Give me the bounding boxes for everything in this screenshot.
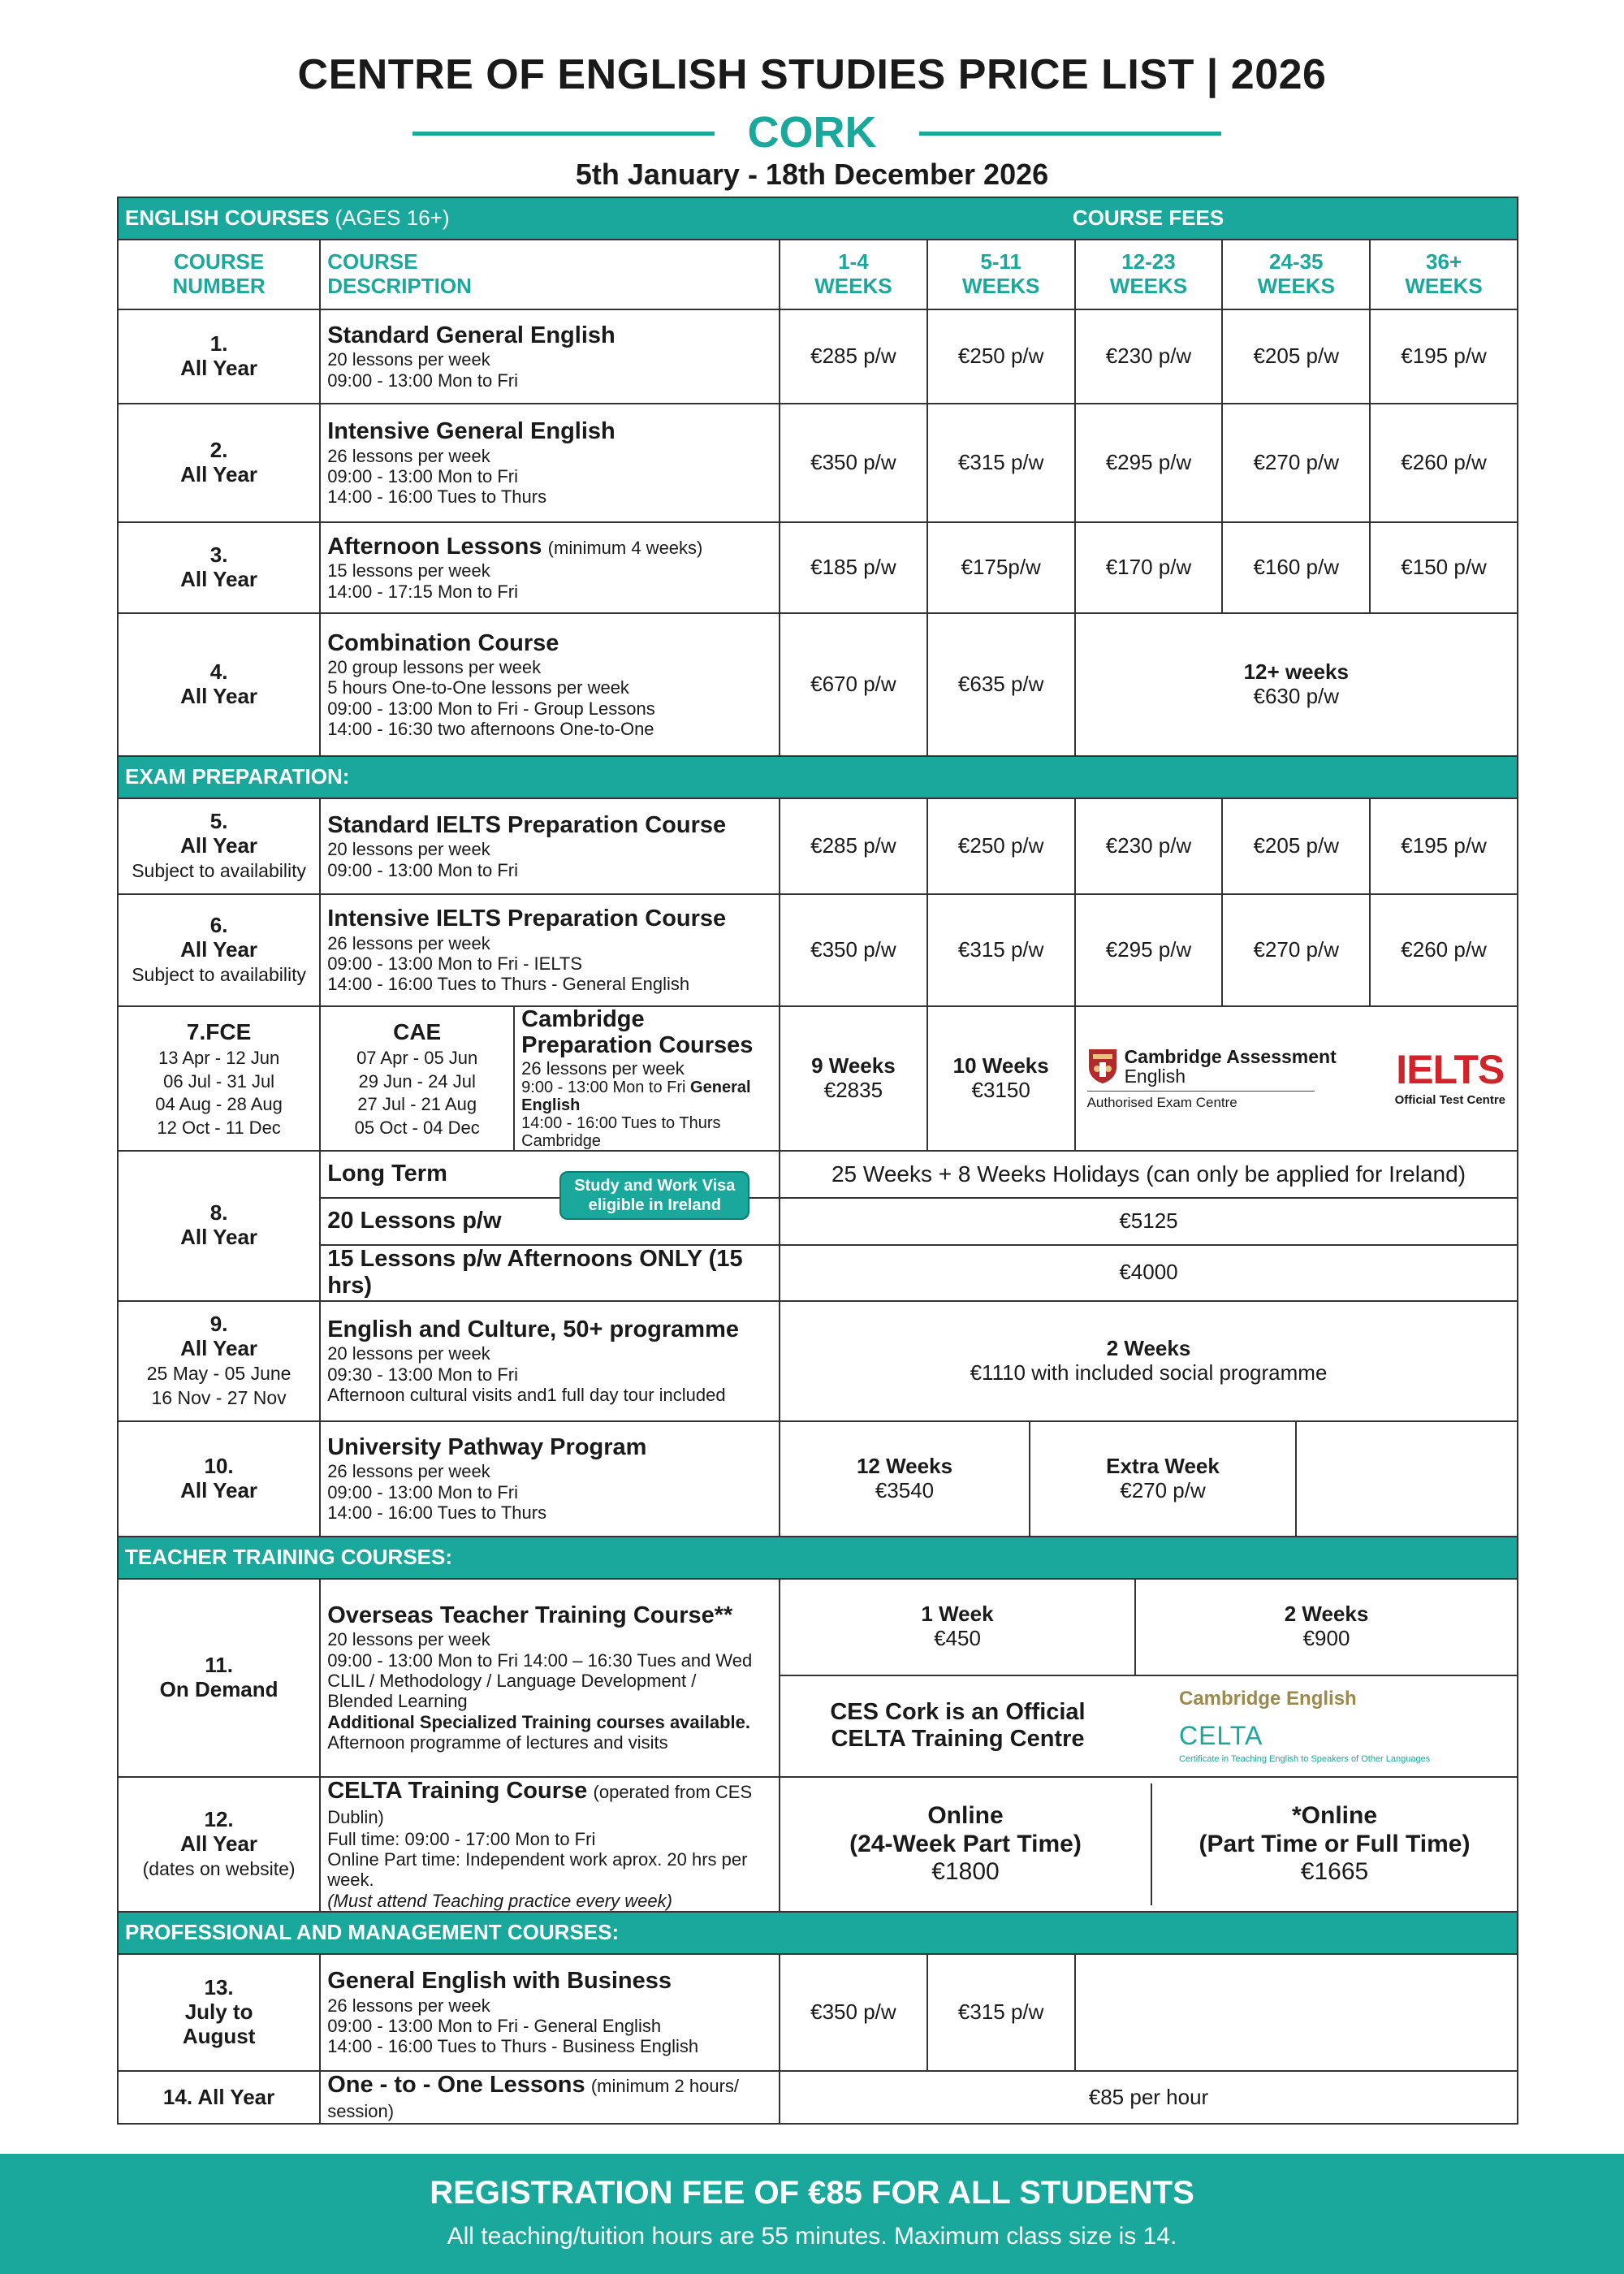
course-number: 10. All Year bbox=[118, 1421, 320, 1537]
course-description: Intensive General English 26 lessons per week 09:00 - 13:00 Mon to Fri 14:00 - 16:00 Tues to Thurs bbox=[320, 404, 780, 522]
course-row-5 bbox=[118, 798, 1518, 894]
section-title: ENGLISH COURSES bbox=[125, 205, 330, 231]
price-cell: €5125 bbox=[780, 1198, 1518, 1245]
cambridge-assessment-logo: Cambridge Assessment English Authorised Exam Centre bbox=[1086, 1045, 1337, 1110]
course-row-11 bbox=[118, 1579, 1518, 1777]
price-cell: €315 p/w bbox=[927, 404, 1075, 522]
price-12-weeks: 12 Weeks €3540 bbox=[780, 1422, 1030, 1536]
section-title: PROFESSIONAL AND MANAGEMENT COURSES: bbox=[118, 1912, 1518, 1954]
course-description: Combination Course 20 group lessons per week 5 hours One-to-One lessons per week 09:00 - 13:00 Mon to Fri - Group Lessons 14:00 - 16:30 two afternoons One-to-One bbox=[320, 613, 780, 756]
celta-centre-note: CES Cork is an Official CELTA Training Centre bbox=[830, 1698, 1086, 1753]
price-cell: €260 p/w bbox=[1370, 894, 1518, 1006]
ielts-logo: IELTS Official Test Centre bbox=[1394, 1047, 1505, 1108]
course-description: One - to - One Lessons (minimum 2 hours/ session) bbox=[320, 2071, 780, 2124]
lessons-15: 15 Lessons p/w Afternoons ONLY (15 hrs) bbox=[320, 1245, 780, 1301]
course-row-9 bbox=[118, 1301, 1518, 1421]
cae-dates: CAE 07 Apr - 05 Jun 29 Jun - 24 Jul 27 Jul - 21 Aug 05 Oct - 04 Dec bbox=[320, 1006, 514, 1151]
title-text: CENTRE OF ENGLISH STUDIES PRICE LIST | bbox=[297, 51, 1219, 98]
price-cell: €270 p/w bbox=[1222, 404, 1370, 522]
price-cell: €295 p/w bbox=[1075, 894, 1223, 1006]
price-cell-long: 12+ weeks €630 p/w bbox=[1075, 613, 1518, 756]
price-cell: €315 p/w bbox=[927, 1954, 1075, 2071]
price-cell: €285 p/w bbox=[780, 798, 927, 894]
price-cell: €4000 bbox=[780, 1245, 1518, 1301]
course-number: 8. All Year bbox=[118, 1151, 320, 1301]
price-online-full-time: *Online (Part Time or Full Time) €1665 bbox=[1199, 1802, 1471, 1886]
course-row-1 bbox=[118, 309, 1518, 404]
col-weeks-1-4: 1-4 WEEKS bbox=[780, 240, 927, 309]
section-professional bbox=[118, 1912, 1518, 1954]
price-extra-week: Extra Week €270 p/w bbox=[1030, 1422, 1296, 1536]
course-row-8-15-lessons bbox=[118, 1245, 1518, 1301]
celta-prices bbox=[780, 1777, 1518, 1912]
price-cell: €160 p/w bbox=[1222, 522, 1370, 613]
course-number: 14. All Year bbox=[118, 2071, 320, 2124]
price-cell: €250 p/w bbox=[927, 309, 1075, 404]
lessons-20: 20 Lessons p/w bbox=[320, 1198, 780, 1245]
section-subtitle: (AGES 16+) bbox=[335, 205, 450, 231]
price-cell: €205 p/w bbox=[1222, 309, 1370, 404]
col-weeks-36-plus: 36+ WEEKS bbox=[1370, 240, 1518, 309]
col-course-description: COURSE DESCRIPTION bbox=[320, 240, 780, 309]
course-row-2 bbox=[118, 404, 1518, 522]
footer-note: All teaching/tuition hours are 55 minutes. Maximum class size is 14. bbox=[447, 2223, 1177, 2250]
price-cell: €175p/w bbox=[927, 522, 1075, 613]
price-cell: €170 p/w bbox=[1075, 522, 1223, 613]
course-number: 3. All Year bbox=[118, 522, 320, 613]
price-cell: €230 p/w bbox=[1075, 798, 1223, 894]
exam-logos bbox=[1075, 1006, 1518, 1151]
course-number: 12. All Year (dates on website) bbox=[118, 1777, 320, 1912]
price-cell: €195 p/w bbox=[1370, 309, 1518, 404]
price-cell: €230 p/w bbox=[1075, 309, 1223, 404]
title-year: 2026 bbox=[1230, 51, 1327, 98]
price-cell: €85 per hour bbox=[780, 2071, 1518, 2124]
price-cell: €350 p/w bbox=[780, 1954, 927, 2071]
price-cell: €350 p/w bbox=[780, 894, 927, 1006]
section-exam-preparation bbox=[118, 756, 1518, 798]
registration-fee: REGISTRATION FEE OF €85 FOR ALL STUDENTS bbox=[430, 2175, 1194, 2211]
col-weeks-12-23: 12-23 WEEKS bbox=[1075, 240, 1223, 309]
price-cell: €185 p/w bbox=[780, 522, 927, 613]
col-course-number: COURSE NUMBER bbox=[118, 240, 320, 309]
course-description: Standard General English 20 lessons per week 09:00 - 13:00 Mon to Fri bbox=[320, 309, 780, 404]
price-cell: €350 p/w bbox=[780, 404, 927, 522]
empty-cell bbox=[1296, 1422, 1517, 1536]
course-number: 2. All Year bbox=[118, 404, 320, 522]
course-number: 13. July to August bbox=[118, 1954, 320, 2071]
price-cell: €295 p/w bbox=[1075, 404, 1223, 522]
price-9-weeks: 9 Weeks €2835 bbox=[780, 1006, 927, 1151]
price-online-part-time: Online (24-Week Part Time) €1800 bbox=[780, 1783, 1151, 1905]
col-weeks-24-35: 24-35 WEEKS bbox=[1222, 240, 1370, 309]
price-cell: €315 p/w bbox=[927, 894, 1075, 1006]
price-cell: 2 Weeks €1110 with included social programme bbox=[780, 1301, 1518, 1421]
course-row-13 bbox=[118, 1954, 1518, 2071]
course-description: Cambridge Preparation Courses 26 lessons per week 9:00 - 13:00 Mon to Fri General English 14:00 - 16:00 Tues to Thurs Cambridge bbox=[514, 1006, 780, 1151]
long-term-label: Long Term Study and Work Visa eligible in Ireland bbox=[320, 1151, 780, 1198]
column-header-row bbox=[118, 240, 1518, 309]
course-description: General English with Business 26 lessons per week 09:00 - 13:00 Mon to Fri - General English 14:00 - 16:00 Tues to Thurs - Business English bbox=[320, 1954, 780, 2071]
teacher-training-prices bbox=[780, 1579, 1518, 1777]
pathway-prices bbox=[780, 1421, 1518, 1537]
course-row-7 bbox=[118, 1006, 1518, 1151]
long-term-desc: 25 Weeks + 8 Weeks Holidays (can only be applied for Ireland) bbox=[780, 1151, 1518, 1198]
price-cell: €270 p/w bbox=[1222, 894, 1370, 1006]
course-row-12 bbox=[118, 1777, 1518, 1912]
course-row-8-long-term bbox=[118, 1151, 1518, 1198]
course-row-3 bbox=[118, 522, 1518, 613]
price-10-weeks: 10 Weeks €3150 bbox=[927, 1006, 1075, 1151]
course-row-4 bbox=[118, 613, 1518, 756]
course-row-6 bbox=[118, 894, 1518, 1006]
celta-logo: Cambridge English CELTA Certificate in Teaching English to Speakers of Other Languages bbox=[1179, 1687, 1431, 1765]
col-weeks-5-11: 5-11 WEEKS bbox=[927, 240, 1075, 309]
course-description: CELTA Training Course (operated from CES Dublin) Full time: 09:00 - 17:00 Mon to Fri Online Part time: Independent work aprox. 20 hrs per week. (Must attend Teaching practice every week) bbox=[320, 1777, 780, 1912]
course-number: 6. All Year Subject to availability bbox=[118, 894, 320, 1006]
price-cell: €285 p/w bbox=[780, 309, 927, 404]
course-description: University Pathway Program 26 lessons per week 09:00 - 13:00 Mon to Fri 14:00 - 16:00 Tues to Thurs bbox=[320, 1421, 780, 1537]
price-cell: €205 p/w bbox=[1222, 798, 1370, 894]
date-range: 5th January - 18th December 2026 bbox=[575, 158, 1049, 191]
course-description: Intensive IELTS Preparation Course 26 lessons per week 09:00 - 13:00 Mon to Fri - IELTS 14:00 - 16:00 Tues to Thurs - General English bbox=[320, 894, 780, 1006]
course-description: Overseas Teacher Training Course** 20 lessons per week 09:00 - 13:00 Mon to Fri 14:00 – 16:30 Tues and Wed CLIL / Methodology / Language Development / Blended Learning Additional Specialized Training courses available. Afternoon programme of lectures and visits bbox=[320, 1579, 780, 1777]
visa-badge: Study and Work Visa eligible in Ireland bbox=[559, 1171, 749, 1220]
price-cell: €250 p/w bbox=[927, 798, 1075, 894]
section-english-courses bbox=[118, 197, 1518, 240]
course-number: 1. All Year bbox=[118, 309, 320, 404]
course-number: 9. All Year 25 May - 05 June 16 Nov - 27 Nov bbox=[118, 1301, 320, 1421]
section-title: TEACHER TRAINING COURSES: bbox=[118, 1537, 1518, 1579]
page-title bbox=[0, 50, 1624, 99]
course-description: English and Culture, 50+ programme 20 lessons per week 09:30 - 13:00 Mon to Fri Afternoon cultural visits and1 full day tour included bbox=[320, 1301, 780, 1421]
course-number: 4. All Year bbox=[118, 613, 320, 756]
price-cell: €195 p/w bbox=[1370, 798, 1518, 894]
course-row-8-20-lessons bbox=[118, 1198, 1518, 1245]
city-line-right bbox=[919, 132, 1221, 136]
empty-cell bbox=[1075, 1954, 1518, 2071]
course-fees-heading: COURSE FEES bbox=[780, 197, 1518, 240]
course-number: 11. On Demand bbox=[118, 1579, 320, 1777]
section-title: EXAM PREPARATION: bbox=[118, 756, 1518, 798]
price-cell: €150 p/w bbox=[1370, 522, 1518, 613]
course-description: Standard IELTS Preparation Course 20 lessons per week 09:00 - 13:00 Mon to Fri bbox=[320, 798, 780, 894]
footer-banner bbox=[0, 2154, 1624, 2274]
price-2-weeks: 2 Weeks €900 bbox=[1135, 1580, 1517, 1675]
course-description: Afternoon Lessons (minimum 4 weeks) 15 lessons per week 14:00 - 17:15 Mon to Fri bbox=[320, 522, 780, 613]
price-1-week: 1 Week €450 bbox=[780, 1580, 1135, 1675]
cambridge-shield-icon bbox=[1087, 1048, 1118, 1085]
course-row-14 bbox=[118, 2071, 1518, 2124]
city-name: CORK bbox=[747, 108, 877, 157]
price-cell: €635 p/w bbox=[927, 613, 1075, 756]
price-table bbox=[117, 197, 1518, 2125]
section-teacher-training bbox=[118, 1537, 1518, 1579]
course-row-10 bbox=[118, 1421, 1518, 1537]
price-cell: €670 p/w bbox=[780, 613, 927, 756]
price-cell: €260 p/w bbox=[1370, 404, 1518, 522]
course-number: 5. All Year Subject to availability bbox=[118, 798, 320, 894]
fce-dates: 7.FCE 13 Apr - 12 Jun 06 Jul - 31 Jul 04 Aug - 28 Aug 12 Oct - 11 Dec bbox=[118, 1006, 320, 1151]
